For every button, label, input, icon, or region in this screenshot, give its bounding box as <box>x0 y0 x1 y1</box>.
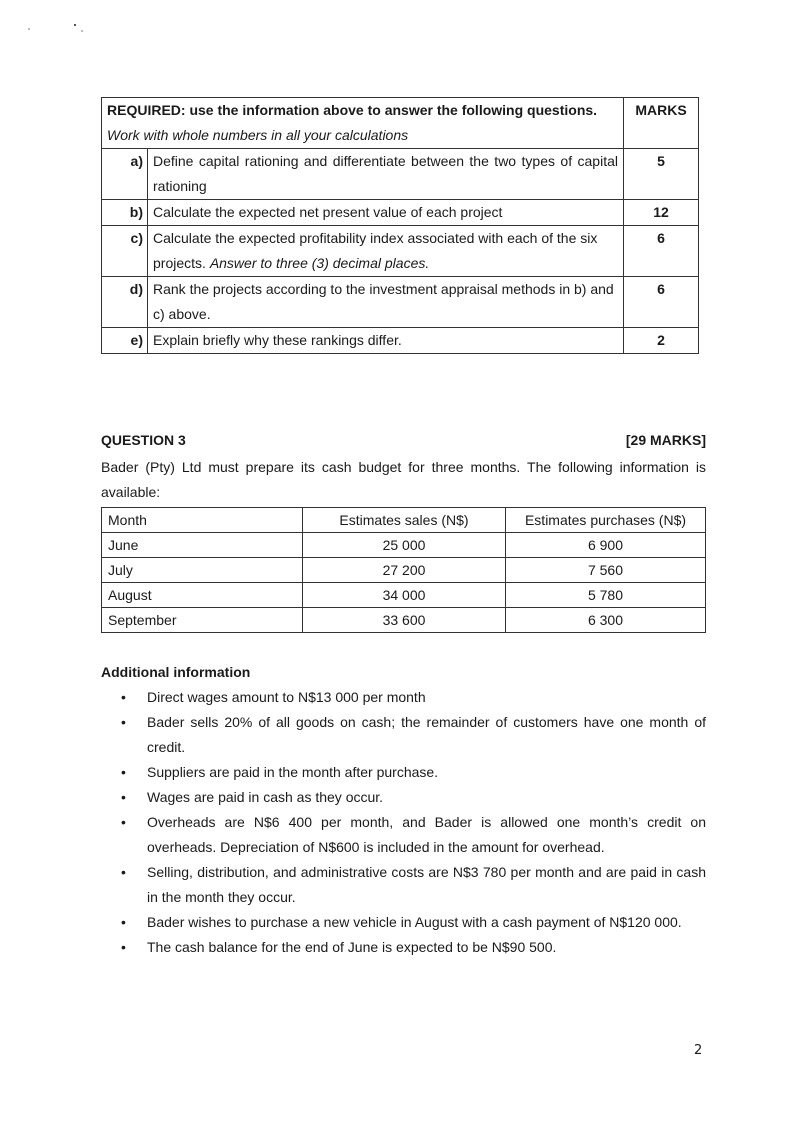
list-item <box>101 935 706 960</box>
table-row <box>102 583 706 608</box>
additional-info-list <box>101 685 706 960</box>
bullet-icon: • <box>121 689 126 705</box>
table-row <box>102 533 706 558</box>
scan-artifact <box>74 24 76 26</box>
page-number: 2 <box>694 1043 703 1058</box>
table-row <box>102 226 699 277</box>
question-text-body: Define capital rationing and differentiate between the two types of capital rationing <box>153 153 618 194</box>
purchases-cell: 5 780 <box>506 583 706 608</box>
bullet-icon: • <box>121 939 126 955</box>
table-row <box>102 200 699 226</box>
month-cell: September <box>102 608 303 633</box>
purchases-cell: 6 900 <box>506 533 706 558</box>
question-text-italic: Answer to three (3) decimal places. <box>209 255 430 271</box>
table-row <box>102 608 706 633</box>
question-text-body: Rank the projects according to the investment appraisal methods in b) and c) above. <box>153 281 614 322</box>
required-header-cell <box>102 98 624 149</box>
question-text-body: Calculate the expected profitability index associated with each of the six projects. <box>153 230 598 271</box>
bullet-icon: • <box>121 714 126 730</box>
list-item <box>101 785 706 810</box>
list-item <box>101 860 706 910</box>
question-text <box>148 328 624 354</box>
question-marks: 6 <box>624 277 699 328</box>
question-text-body: Explain briefly why these rankings differ. <box>153 332 402 348</box>
question-letter: c) <box>102 226 148 277</box>
bullet-icon: • <box>121 789 126 805</box>
question-heading <box>101 432 706 448</box>
purchases-cell: 6 300 <box>506 608 706 633</box>
list-item-text: Selling, distribution, and administrative costs are N$3 780 per month and are paid in cash in the month they occur. <box>147 864 706 905</box>
bullet-icon: • <box>121 914 126 930</box>
month-cell: July <box>102 558 303 583</box>
question-text-body: Calculate the expected net present value of each project <box>153 204 503 220</box>
list-item-text: Wages are paid in cash as they occur. <box>147 789 384 805</box>
list-item-text: Bader sells 20% of all goods on cash; the remainder of customers have one month of credit. <box>147 714 706 755</box>
bullet-icon: • <box>121 864 126 880</box>
list-item <box>101 810 706 860</box>
list-item-text: The cash balance for the end of June is expected to be N$90 500. <box>147 939 557 955</box>
question-letter: d) <box>102 277 148 328</box>
table-row <box>102 149 699 200</box>
list-item-text: Overheads are N$6 400 per month, and Bader is allowed one month’s credit on overheads. Depreciation of N$600 is included in the amount for overhead. <box>147 814 706 855</box>
sales-purchases-table <box>101 507 706 633</box>
question-text <box>148 200 624 226</box>
bullet-icon: • <box>121 764 126 780</box>
sales-cell: 27 200 <box>303 558 506 583</box>
column-header: Estimates purchases (N$) <box>506 508 706 533</box>
question-marks: 5 <box>624 149 699 200</box>
question-text <box>148 149 624 200</box>
table-header-row <box>102 508 706 533</box>
table-row <box>102 277 699 328</box>
required-subheader: Work with whole numbers in all your calculations <box>107 127 409 143</box>
sales-cell: 25 000 <box>303 533 506 558</box>
month-cell: August <box>102 583 303 608</box>
question-title: QUESTION 3 <box>101 432 186 448</box>
sales-cell: 34 000 <box>303 583 506 608</box>
scan-artifact <box>81 30 83 32</box>
additional-info-heading: Additional information <box>101 664 251 680</box>
marks-header: MARKS <box>624 98 699 149</box>
table-row <box>102 328 699 354</box>
required-table <box>101 97 699 354</box>
required-header-row <box>102 98 699 149</box>
list-item <box>101 685 706 710</box>
question-letter: a) <box>102 149 148 200</box>
list-item-text: Direct wages amount to N$13 000 per month <box>147 689 426 705</box>
list-item-text: Bader wishes to purchase a new vehicle in August with a cash payment of N$120 000. <box>147 914 682 930</box>
list-item <box>101 760 706 785</box>
column-header: Month <box>102 508 303 533</box>
question-intro: Bader (Pty) Ltd must prepare its cash budget for three months. The following information is available: <box>101 459 706 500</box>
list-item <box>101 710 706 760</box>
column-header: Estimates sales (N$) <box>303 508 506 533</box>
list-item-text: Suppliers are paid in the month after purchase. <box>147 764 439 780</box>
required-header: REQUIRED: use the information above to answer the following questions. <box>107 102 598 118</box>
question-marks: 2 <box>624 328 699 354</box>
list-item <box>101 910 706 935</box>
sales-cell: 33 600 <box>303 608 506 633</box>
bullet-icon: • <box>121 814 126 830</box>
question-text <box>148 277 624 328</box>
table-row <box>102 558 706 583</box>
month-cell: June <box>102 533 303 558</box>
question-marks: 12 <box>624 200 699 226</box>
question-marks: 6 <box>624 226 699 277</box>
question-marks-total: [29 MARKS] <box>625 432 706 448</box>
question-letter: e) <box>102 328 148 354</box>
purchases-cell: 7 560 <box>506 558 706 583</box>
question-text <box>148 226 624 277</box>
question-letter: b) <box>102 200 148 226</box>
scan-artifact <box>28 28 30 30</box>
